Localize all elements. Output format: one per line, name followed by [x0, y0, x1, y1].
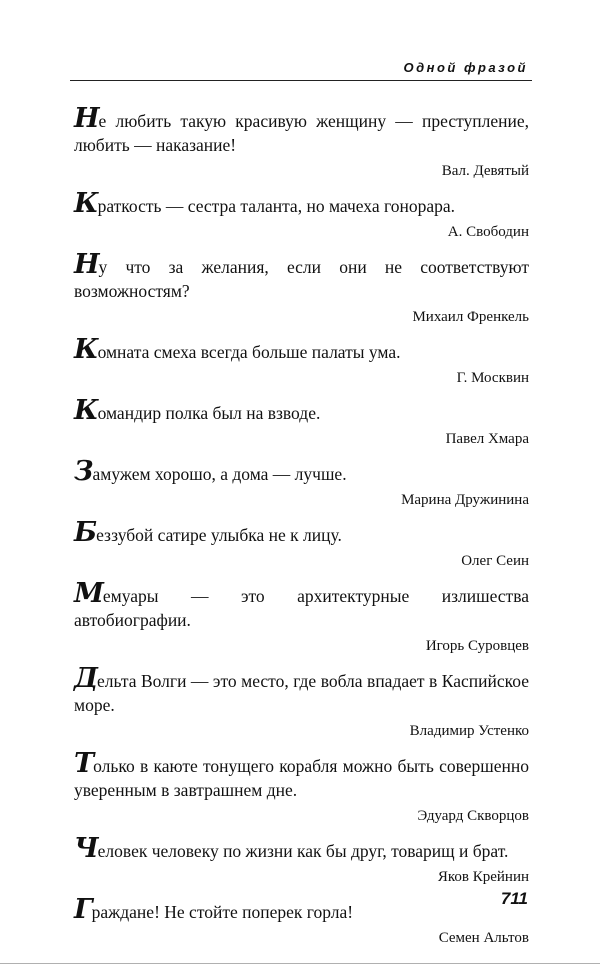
bottom-divider: [0, 963, 600, 964]
decorative-initial: М: [74, 578, 103, 609]
quote-author: Владимир Устенко: [409, 723, 529, 739]
running-header-title: Одной фразой: [403, 60, 528, 75]
quote-entry: [74, 188, 529, 243]
quote-author: Олег Сеин: [461, 553, 529, 569]
quote-body: амужем хорошо, а дома — лучше.: [92, 464, 347, 484]
quote-author: Г. Москвин: [456, 370, 529, 386]
quote-body: ельта Волги — это место, где вобла впадает в Каспийское море.: [74, 671, 529, 715]
decorative-initial: Н: [74, 249, 99, 280]
quote-text: [74, 748, 529, 802]
quote-entry: [74, 334, 529, 389]
quote-author: А. Свободин: [447, 224, 529, 240]
quote-entry: [74, 578, 529, 657]
decorative-initial: Ч: [74, 833, 98, 864]
header-rule: [70, 80, 532, 81]
quote-body: омандир полка был на взводе.: [97, 403, 321, 423]
quote-entry: [74, 249, 529, 328]
quote-body: еззубой сатире улыбка не к лицу.: [96, 525, 342, 545]
quote-text: [74, 456, 529, 487]
quote-body: емуары — это архитектурные излишества автобиографии.: [74, 586, 529, 630]
page-number: 711: [500, 889, 528, 908]
decorative-initial: Н: [74, 103, 99, 134]
quote-text: [74, 663, 529, 717]
quote-text: [74, 578, 529, 632]
quote-entry: [74, 517, 529, 572]
quote-entry: [74, 103, 529, 182]
decorative-initial: К: [74, 334, 98, 365]
quote-body: раткость — сестра таланта, но мачеха гонорара.: [97, 196, 455, 216]
decorative-initial: К: [74, 395, 98, 426]
quote-entry: [74, 395, 529, 450]
quote-text: [74, 334, 529, 365]
quote-author: Михаил Френкель: [412, 309, 529, 325]
quote-text: [74, 833, 529, 864]
quote-body: у что за желания, если они не соответствуют возможностям?: [74, 257, 529, 301]
quote-text: [74, 249, 529, 303]
decorative-initial: Б: [74, 517, 97, 548]
quote-author: Семен Альтов: [438, 930, 529, 946]
quote-author: Павел Хмара: [445, 431, 529, 447]
quote-body: еловек человеку по жизни как бы друг, товарищ и брат.: [97, 841, 509, 861]
quote-text: [74, 395, 529, 426]
quote-author: Яков Крейнин: [437, 869, 529, 885]
quote-entry: [74, 748, 529, 827]
decorative-initial: Д: [74, 663, 98, 694]
quote-text: [74, 517, 529, 548]
quote-body: е любить такую красивую женщину — преступление, любить — наказание!: [74, 111, 529, 155]
quote-author: Эдуард Скворцов: [417, 808, 529, 824]
quote-entry: [74, 456, 529, 511]
decorative-initial: Г: [74, 894, 92, 925]
quotes-list: [74, 103, 529, 961]
quote-author: Вал. Девятый: [441, 163, 529, 179]
quote-body: омната смеха всегда больше палаты ума.: [97, 342, 401, 362]
quote-entry: [74, 833, 529, 888]
quote-text: [74, 103, 529, 157]
quote-body: раждане! Не стойте поперек горла!: [91, 902, 354, 922]
quote-author: Марина Дружинина: [401, 492, 529, 508]
quote-author: Игорь Суровцев: [425, 638, 529, 654]
quote-text: [74, 188, 529, 219]
decorative-initial: К: [74, 188, 98, 219]
decorative-initial: З: [74, 456, 93, 487]
decorative-initial: Т: [74, 748, 94, 779]
quote-body: олько в каюте тонущего корабля можно быть совершенно уверенным в завтрашнем дне.: [74, 756, 529, 800]
quote-entry: [74, 663, 529, 742]
